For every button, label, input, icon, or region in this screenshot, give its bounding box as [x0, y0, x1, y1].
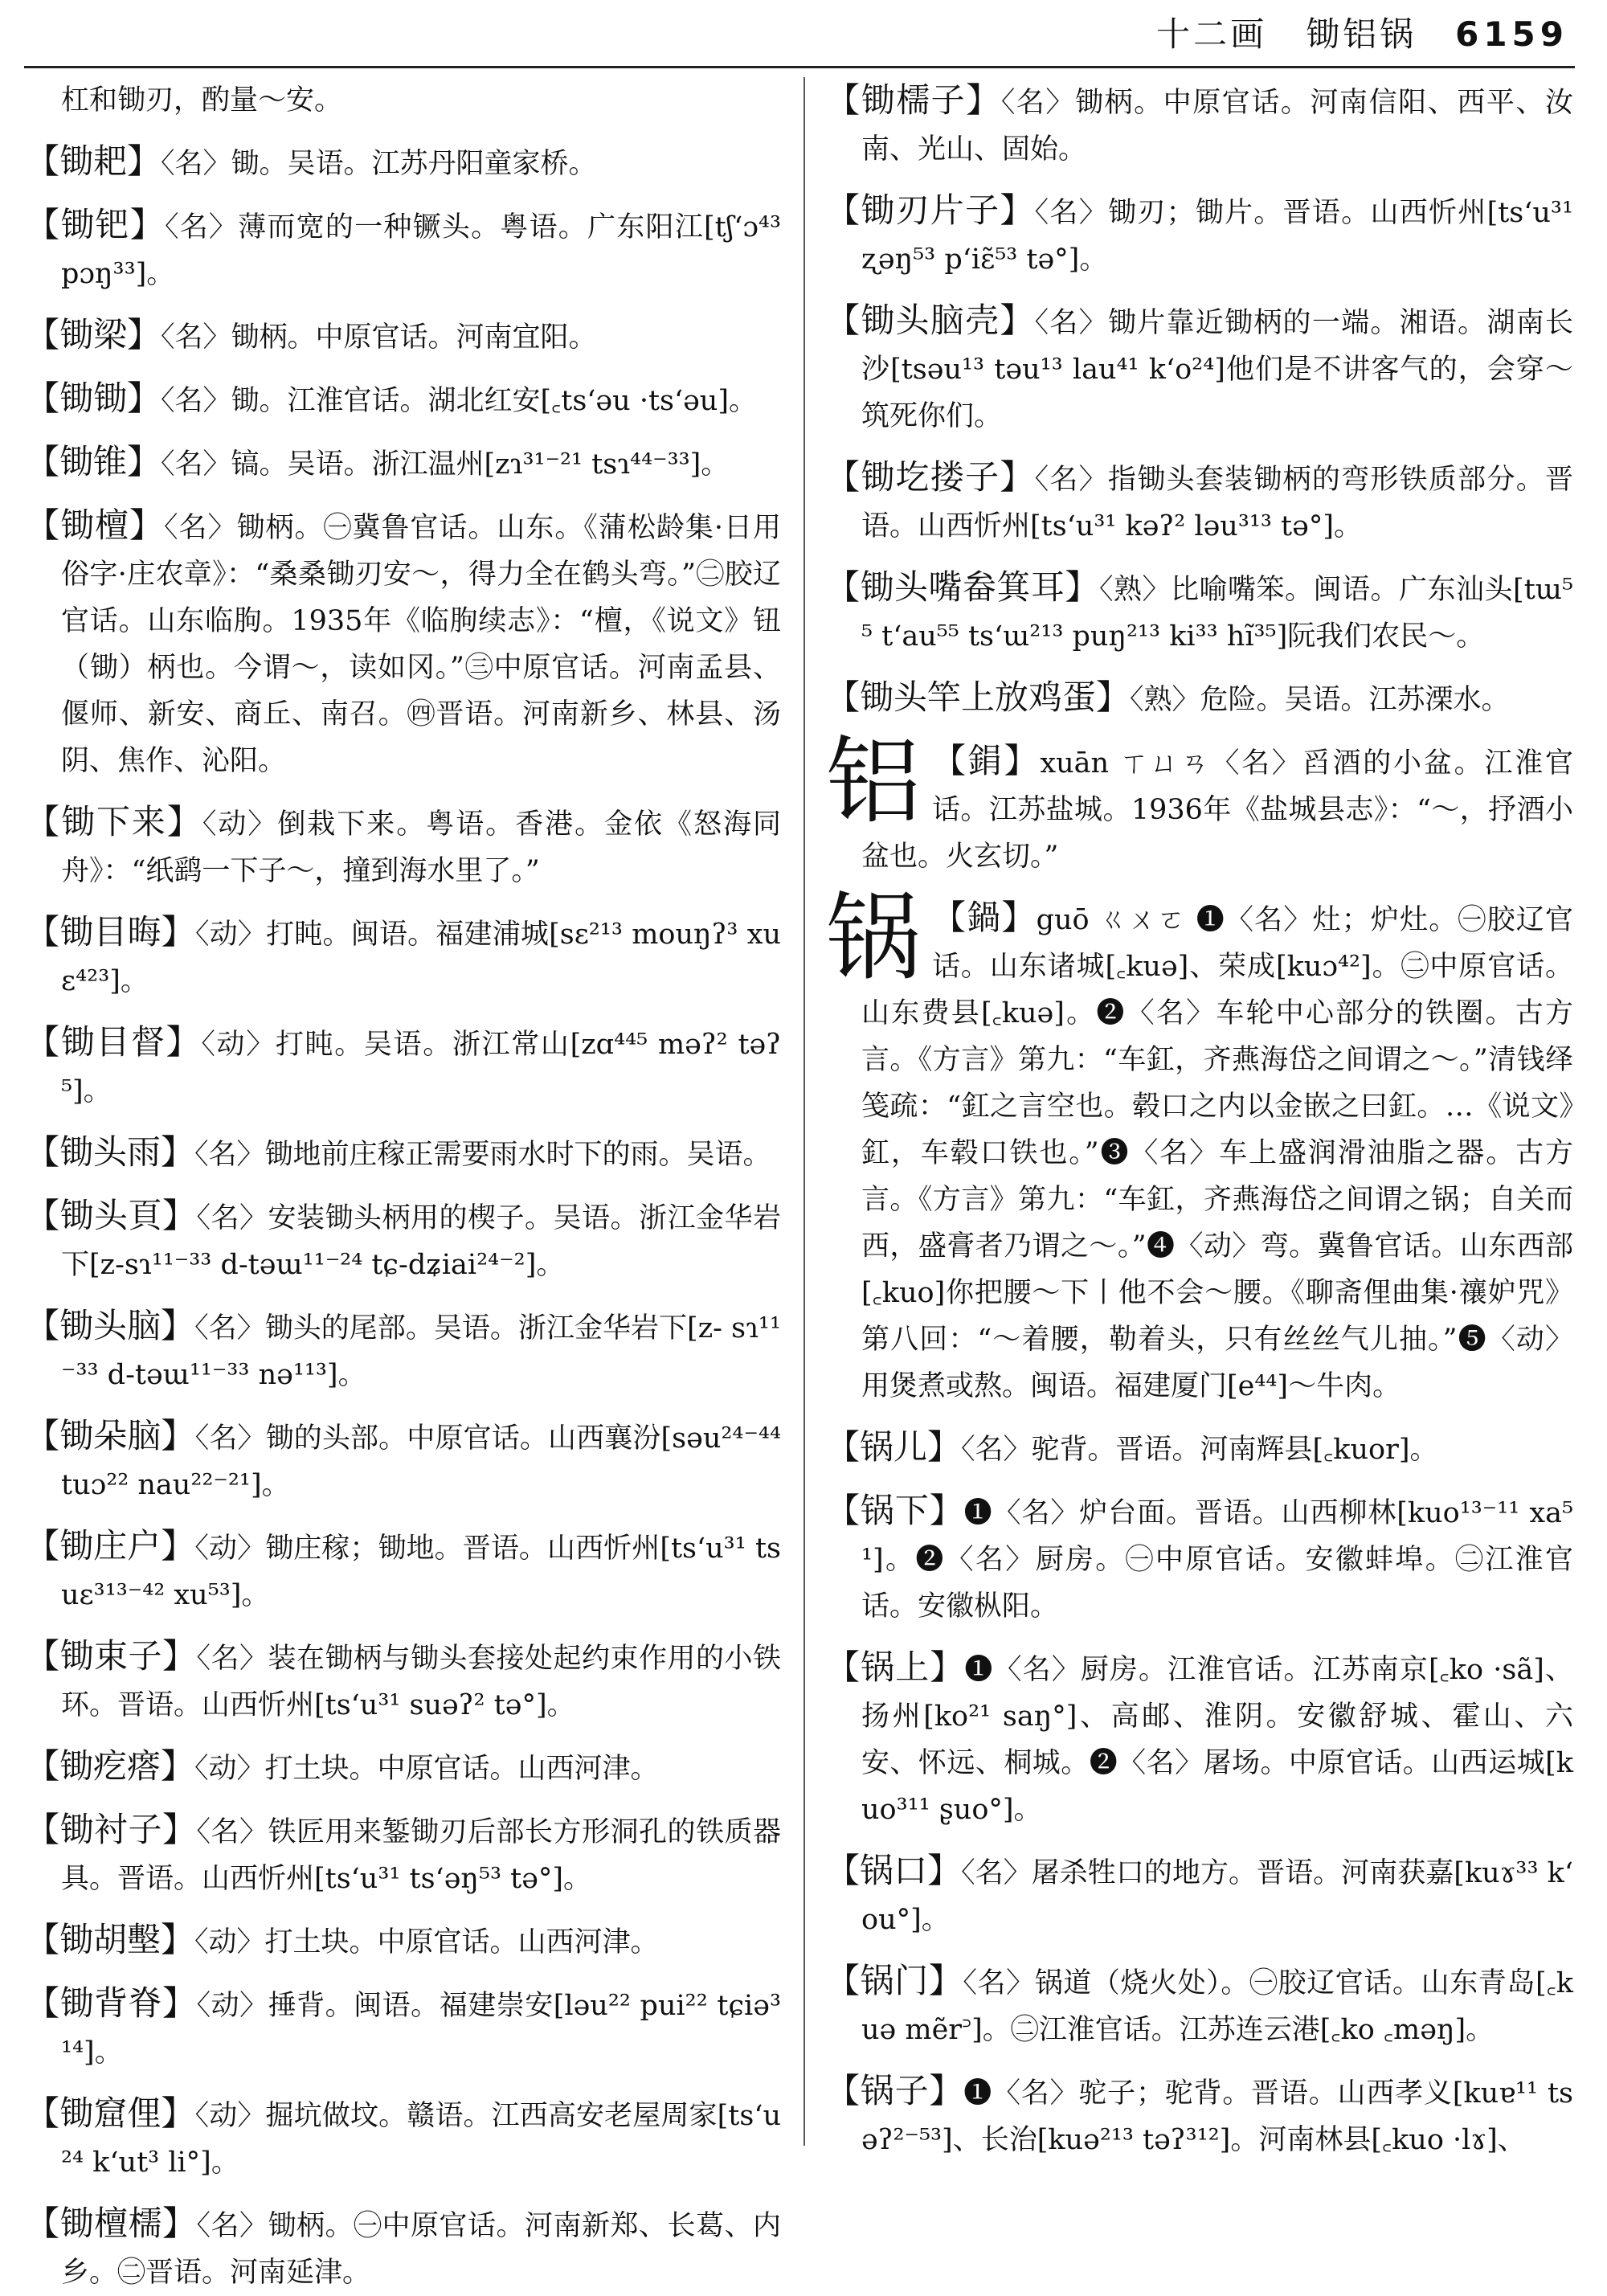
entry-definition: ❶〈名〉厨房。江淮官话。江苏南京[꜀ko ·sã]、扬州[ko²¹ saŋ°]、高邮、淮阴。安徽舒城、霍山、六安、怀远、桐城。❷〈名〉屠场。中原官话。山西运城[kuo³¹¹ ʂuo°]。 — [861, 1654, 1573, 1826]
entry-definition: 〈熟〉危险。吴语。江苏溧水。 — [1130, 684, 1510, 716]
entry-definition: 〈名〉屠杀牲口的地方。晋语。河南获嘉[kuɤ³³ kʻou°]。 — [861, 1857, 1573, 1936]
entry-definition: 〈名〉锄的头部。中原官话。山西襄汾[səu²⁴⁻⁴⁴ tuɔ²² nau²²⁻²¹]。 — [61, 1422, 781, 1501]
dictionary-entry — [826, 674, 1573, 723]
entry-headword: 【锄头雨】 — [26, 1132, 195, 1172]
dictionary-entry — [26, 2090, 781, 2186]
entry-definition: 〈名〉铁匠用来錾锄刃后部长方形洞孔的铁质器具。晋语。山西忻州[tsʻu³¹ tsʻəŋ⁵³ tə°]。 — [61, 1816, 781, 1895]
entry-headword: 【锄衬子】 — [26, 1810, 197, 1849]
entry-headword: 【锄梁】 — [26, 315, 162, 354]
entry-headword: 【锄疙瘩】 — [26, 1746, 195, 1786]
entry-headword: 【锄刃片子】 — [826, 190, 1035, 230]
column-divider — [804, 77, 805, 2146]
dictionary-entry — [26, 1633, 781, 1729]
left-column — [26, 77, 781, 2289]
entry-definition: xuān ㄒㄩㄢ〈名〉舀酒的小盆。江淮官话。江苏盐城。1936年《盐城县志》：“～，抒酒小盆也。火玄切。” — [861, 747, 1573, 873]
entry-definition: 〈名〉锄。江淮官话。湖北红安[꜀tsʻəu ·tsʻəu]。 — [161, 385, 758, 417]
entry-headword: 【锄檽子】 — [826, 80, 1001, 120]
entry-definition: guō ㄍㄨㄛ ❶〈名〉灶；炉灶。㊀胶辽官话。山东诸城[꜀kuə]、荣成[kuɔ⁴²]。㊁中原官话。山东费县[꜀kuə]。❷〈名〉车轮中心部分的铁圈。古方言。《方言》第九：“车釭，齐燕海岱之间谓之～。”清钱绎笺疏：“釭之言空也。毂口之内以金嵌之曰釭。…《说文》釭，车毂口铁也。”❸〈名〉车上盛润滑油脂之器。古方言。《方言》第九：“车釭，齐燕海岱之间谓之锅；自关而西，盛膏者乃谓之～。”❹〈动〉弯。冀鲁官话。山东西部[꜀kuo]你把腰～下丨他不会～腰。《聊斋俚曲集·禳妒咒》第八回：“～着腰，勒着头，只有丝丝气儿抽。”❺〈动〉用煲煮或熬。闽语。福建厦门[e⁴⁴]～牛肉。 — [861, 904, 1573, 1402]
character-headword: 锅 — [826, 882, 922, 993]
entry-headword: 【锅子】 — [826, 2071, 964, 2110]
entry-definition: 〈动〉倒栽下来。粤语。香港。金依《怒海同舟》：“纸鹞一下子～，撞到海水里了。” — [61, 808, 781, 887]
entry-definition: 〈名〉锄刃；锄片。晋语。山西忻州[tsʻu³¹ ʐəŋ⁵³ pʻiɛ̃⁵³ tə°]。 — [861, 197, 1573, 276]
entry-headword: 【锄头脑】 — [26, 1306, 195, 1345]
dictionary-entry — [26, 1303, 781, 1398]
entry-definition: 〈熟〉比喻嘴笨。闽语。广东汕头[tɯ⁵⁵ tʻau⁵⁵ tsʻɯ²¹³ puŋ²¹³ ki³³ hĩ³⁵]阮我们农民～。 — [861, 574, 1573, 653]
entry-headword: 【锅门】 — [826, 1961, 963, 2000]
dictionary-entry — [826, 297, 1573, 440]
page-number: 6159 — [1455, 14, 1568, 54]
dictionary-entry — [826, 1958, 1573, 2053]
entry-headword: 【锄锥】 — [26, 442, 162, 481]
entry-headword: 【锄钯】 — [26, 205, 165, 244]
entry-headword: 【鋗】 — [932, 741, 1041, 780]
header-characters: 锄铝锅 — [1306, 14, 1417, 54]
dictionary-entry — [826, 564, 1573, 660]
entry-headword: 【锄窟俚】 — [26, 2093, 195, 2133]
entry-definition: 〈名〉锄头的尾部。吴语。浙江金华岩下[z- sɿ¹¹⁻³³ d-təɯ¹¹⁻³³ nə¹¹³]。 — [61, 1312, 781, 1391]
entry-headword: 【锄檀】 — [26, 505, 164, 545]
entry-definition: 〈名〉锄柄。㊀冀鲁官话。山东。《蒲松龄集·日用俗字·庄农章》：“桑桑锄刃安～，得力全在鹤头弯。”㊁胶辽官话。山东临朐。1935年《临朐续志》：“檀，《说文》钮（锄）柄也。今谓～，读如冈。”㊂中原官话。河南孟县、偃师、新安、商丘、南召。㊃晋语。河南新乡、林县、汤阴、焦作、沁阳。 — [61, 512, 781, 777]
dictionary-entry — [26, 1917, 781, 1966]
entry-definition: 〈动〉捶背。闽语。福建崇安[ləu²² pui²² tɕiə³¹⁴]。 — [61, 1990, 781, 2069]
entry-headword: 【锄头竿上放鸡蛋】 — [826, 677, 1131, 717]
dictionary-entry — [826, 1848, 1573, 1943]
dictionary-entry — [26, 202, 781, 297]
entry-definition: 〈名〉锄柄。中原官话。河南信阳、西平、汝南、光山、固始。 — [861, 87, 1573, 166]
entry-definition: 〈名〉锄。吴语。江苏丹阳童家桥。 — [161, 148, 597, 180]
dictionary-entry — [826, 454, 1573, 550]
entry-definition: ❶〈名〉炉台面。晋语。山西柳林[kuo¹³⁻¹¹ xa⁵¹]。❷〈名〉厨房。㊀中原官话。安徽蚌埠。㊁江淮官话。安徽枞阳。 — [861, 1497, 1573, 1623]
entry-definition: 〈动〉锄庄稼；锄地。晋语。山西忻州[tsʻu³¹ tsuɛ³¹³⁻⁴² xu⁵³]。 — [61, 1533, 781, 1611]
entry-headword: 【锅下】 — [826, 1491, 964, 1530]
dictionary-entry — [26, 77, 781, 124]
entry-definition: 〈名〉指锄头套装锄柄的弯形铁质部分。晋语。山西忻州[tsʻu³¹ kəʔ² ləu³¹³ tə°]。 — [861, 464, 1573, 542]
entry-headword: 【锄目督】 — [26, 1022, 202, 1062]
dictionary-entry — [26, 1807, 781, 1902]
dictionary-entry — [826, 726, 1573, 880]
entry-definition: 〈名〉驼背。晋语。河南辉县[꜀kuor]。 — [961, 1434, 1438, 1466]
dictionary-entry — [826, 1424, 1573, 1473]
dictionary-entry — [826, 1644, 1573, 1833]
dictionary-entry — [826, 1488, 1573, 1630]
dictionary-entry — [26, 138, 781, 187]
running-head — [1156, 8, 1568, 56]
entry-definition: 〈名〉锅道（烧火处）。㊀胶辽官话。山东青岛[꜀kuə mẽr꜄]。㊁江淮官话。江苏连云港[꜀ko ꜀məŋ]。 — [861, 1967, 1573, 2046]
dictionary-entry — [826, 2068, 1573, 2163]
dictionary-entry — [826, 187, 1573, 283]
entry-headword: 【锄庄户】 — [26, 1526, 195, 1565]
entry-headword: 【锄锄】 — [26, 379, 162, 418]
entry-headword: 【锄胡墼】 — [26, 1920, 195, 1959]
entry-definition: 〈动〉打土块。中原官话。山西河津。 — [194, 1753, 659, 1785]
entry-definition: 〈动〉掘坑做坟。赣语。江西高安老屋周家[tsʻu²⁴ kʻut³ li°]。 — [61, 2100, 781, 2179]
dictionary-entry — [826, 882, 1573, 1410]
dictionary-entry — [26, 1129, 781, 1178]
dictionary-entry — [26, 2200, 781, 2296]
entry-headword: 【锄头脑壳】 — [826, 301, 1035, 340]
entry-definition: 〈名〉镐。吴语。浙江温州[zɿ³¹⁻²¹ tsɿ⁴⁴⁻³³]。 — [161, 448, 730, 481]
dictionary-entry — [26, 375, 781, 424]
entry-headword: 【锄头頁】 — [26, 1196, 197, 1235]
entry-headword: 【锅上】 — [826, 1647, 965, 1687]
dictionary-entry — [26, 1413, 781, 1508]
entry-headword: 【锄束子】 — [26, 1636, 197, 1676]
dictionary-entry — [26, 439, 781, 488]
entry-definition: 〈名〉锄柄。㊀中原官话。河南新郑、长葛、内乡。㊁晋语。河南延津。 — [61, 2210, 781, 2289]
entry-definition: 〈动〉打盹。吴语。浙江常山[zɑ⁴⁴⁵ məʔ² təʔ⁵]。 — [61, 1029, 781, 1107]
entry-definition: 杠和锄刃，酌量～安。 — [61, 84, 343, 117]
character-headword: 铝 — [826, 726, 922, 837]
entry-definition: 〈动〉打盹。闽语。福建浦城[sɛ²¹³ mouŋʔ³ xuɛ⁴²³]。 — [61, 919, 781, 997]
dictionary-entry — [26, 1193, 781, 1288]
dictionary-entry — [826, 77, 1573, 173]
entry-definition: 〈名〉薄而宽的一种镢头。粤语。广东阳江[tʃʻɔ⁴³ pɔŋ³³]。 — [61, 211, 781, 290]
entry-definition: 〈名〉装在锄柄与锄头套接处起约束作用的小铁环。晋语。山西忻州[tsʻu³¹ suəʔ² tə°]。 — [61, 1643, 781, 1721]
entry-definition: 〈名〉安装锄头柄用的楔子。吴语。浙江金华岩下[z-sɿ¹¹⁻³³ d-təɯ¹¹⁻²⁴ tɕ-dʑiai²⁴⁻²]。 — [61, 1202, 781, 1281]
entry-definition: 〈名〉锄地前庄稼正需要雨水时下的雨。吴语。 — [194, 1139, 771, 1171]
dictionary-entry — [26, 1019, 781, 1115]
dictionary-entry — [26, 502, 781, 784]
entry-headword: 【锄头嘴畚箕耳】 — [826, 567, 1100, 607]
dictionary-entry — [26, 312, 781, 361]
dictionary-entry — [26, 1523, 781, 1619]
entry-headword: 【锄目晦】 — [26, 912, 195, 952]
dictionary-entry — [26, 1980, 781, 2076]
dictionary-entry — [26, 909, 781, 1005]
dictionary-entry — [26, 1743, 781, 1792]
entry-definition: 〈动〉打土块。中原官话。山西河津。 — [194, 1926, 659, 1958]
entry-headword: 【锄朵脑】 — [26, 1416, 195, 1455]
entry-headword: 【锄下来】 — [26, 802, 202, 841]
entry-definition: 〈名〉锄片靠近锄柄的一端。湘语。湖南长沙[tsəu¹³ təu¹³ lau⁴¹ kʻo²⁴]他们是不讲客气的，会穿～筑死你们。 — [861, 307, 1573, 432]
entry-definition: 〈名〉锄柄。中原官话。河南宜阳。 — [161, 321, 597, 354]
entry-headword: 【锄耙】 — [26, 141, 162, 181]
entry-headword: 【锄圪搂子】 — [826, 457, 1035, 497]
section-label: 十二画 — [1156, 14, 1268, 54]
entry-headword: 【锅口】 — [826, 1851, 962, 1890]
entry-headword: 【锄檀檽】 — [26, 2204, 197, 2243]
entry-headword: 【锄背脊】 — [26, 1983, 197, 2023]
header-rule — [24, 66, 1575, 68]
entry-headword: 【锅儿】 — [826, 1427, 962, 1467]
entry-definition: ❶〈名〉驼子；驼背。晋语。山西孝义[kuɐ¹¹ tsəʔ²⁻⁵³]、长治[kuə²¹³ təʔ³¹²]。河南林县[꜀kuo ·lɤ]、 — [861, 2077, 1573, 2156]
entry-headword: 【鍋】 — [932, 898, 1037, 937]
dictionary-entry — [26, 799, 781, 894]
right-column — [826, 77, 1573, 2162]
